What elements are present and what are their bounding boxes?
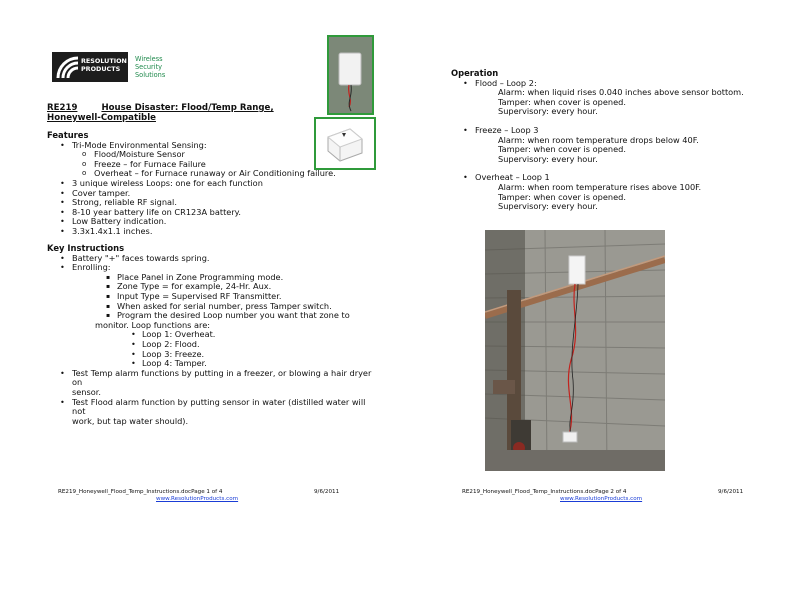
list-item: • Low Battery indication.	[47, 217, 377, 227]
list-item: • Loop 3: Freeze.	[47, 350, 377, 360]
list-item: • Loop 4: Tamper.	[47, 359, 377, 369]
operation-detail: Supervisory: every hour.	[498, 106, 598, 117]
operation-detail: Alarm: when room temperature rises above 100F.	[498, 181, 702, 192]
website-link[interactable]: www.ResolutionProducts.com	[560, 496, 643, 502]
list-item: • Test Flood alarm function by putting sensor in water (distilled water will not work, but tap water should).	[47, 398, 377, 427]
features-heading: Features	[47, 130, 89, 140]
operation-item-freeze: • Freeze – Loop 3	[451, 126, 781, 136]
operation-detail: Supervisory: every hour.	[498, 201, 598, 212]
list-item: • Tri-Mode Environmental Sensing:	[47, 141, 377, 151]
wireless-waves-icon	[54, 54, 80, 80]
key-instructions-section	[47, 244, 377, 426]
operation-item-overheat: • Overheat – Loop 1	[451, 173, 781, 183]
operation-item-flood: • Flood – Loop 2:	[451, 79, 781, 89]
page-title: RE219 House Disaster: Flood/Temp Range, Honeywell-Compatible	[47, 103, 274, 123]
list-item: ▪ Program the desired Loop number you want that zone to monitor. Loop functions are:	[47, 311, 377, 330]
company-logo	[52, 52, 172, 84]
logo-name: RESOLUTION PRODUCTS	[81, 57, 127, 73]
sensor-photo-front	[327, 35, 374, 115]
operation-heading: Operation	[451, 68, 499, 78]
list-item: • 3.3x1.4x1.1 inches.	[47, 227, 377, 237]
list-item: ▪ When asked for serial number, press Tamper switch.	[47, 302, 377, 312]
list-item: ▪ Zone Type = for example, 24-Hr. Aux.	[47, 282, 377, 292]
operation-detail: Alarm: when liquid rises 0.040 inches above sensor bottom.	[498, 87, 744, 98]
list-item: • Loop 2: Flood.	[47, 340, 377, 350]
website-link[interactable]: www.ResolutionProducts.com	[156, 496, 239, 502]
list-item: • Test Temp alarm functions by putting in a freezer, or blowing a hair dryer on sensor.	[47, 369, 377, 398]
list-item: • Strong, reliable RF signal.	[47, 198, 377, 208]
operation-detail: Tamper: when cover is opened.	[498, 96, 626, 107]
page-footer: RE219_Honeywell_Flood_Temp_Instructions.docPage 1 of 4 9/6/2011 www.ResolutionProducts.com	[58, 489, 340, 502]
list-item: • 3 unique wireless Loops: one for each function	[47, 179, 377, 189]
document-page-2	[404, 0, 808, 609]
list-item: ▪ Place Panel in Zone Programming mode.	[47, 273, 377, 283]
list-item: • Battery "+" faces towards spring.	[47, 254, 377, 264]
installation-photo	[485, 230, 665, 471]
list-item: • 8-10 year battery life on CR123A battery.	[47, 208, 377, 218]
list-item: o Overheat – for Furnace runaway or Air Conditioning failure.	[47, 169, 377, 179]
list-item: ▪ Input Type = Supervised RF Transmitter.	[47, 292, 377, 302]
logo-tagline: Wireless Security Solutions	[135, 55, 166, 79]
operation-detail: Supervisory: every hour.	[498, 153, 598, 164]
logo-mark	[52, 52, 128, 82]
features-section	[47, 131, 377, 237]
list-item: • Cover tamper.	[47, 189, 377, 199]
operation-detail: Tamper: when cover is opened.	[498, 191, 626, 202]
list-item: o Flood/Moisture Sensor	[47, 150, 377, 160]
operation-detail: Alarm: when room temperature drops below 40F.	[498, 134, 699, 145]
key-instructions-heading: Key Instructions	[47, 243, 125, 253]
list-item: o Freeze – for Furnace Failure	[47, 160, 377, 170]
operation-detail: Tamper: when cover is opened.	[498, 144, 626, 155]
list-item: • Enrolling:	[47, 263, 377, 273]
page-footer: RE219_Honeywell_Flood_Temp_Instructions.docPage 2 of 4 9/6/2011 www.ResolutionProducts.com	[462, 489, 744, 502]
list-item: • Loop 1: Overheat.	[47, 330, 377, 340]
operation-section	[451, 69, 781, 212]
